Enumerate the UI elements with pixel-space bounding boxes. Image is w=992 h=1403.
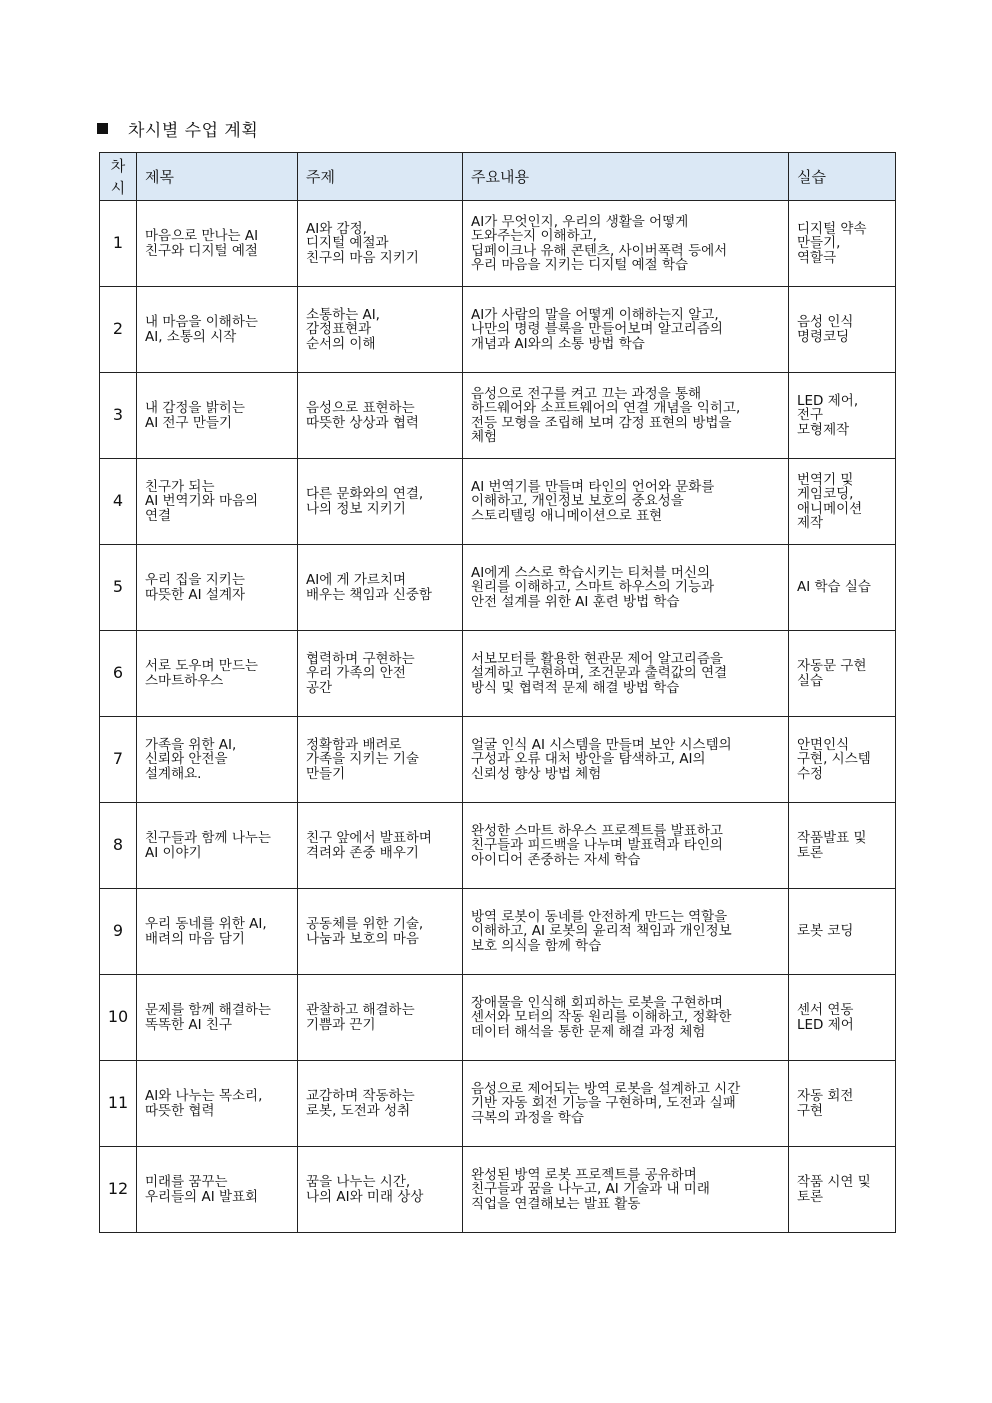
cell-content: 음성으로 제어되는 방역 로봇을 설계하고 시간 기반 자동 회전 기능을 구현하며, 도전과 실패 극복의 과정을 학습 bbox=[463, 1061, 789, 1147]
cell-content: AI에게 스스로 학습시키는 티처블 머신의 원리를 이해하고, 스마트 하우스의 기능과 안전 설계를 위한 AI 훈련 방법 학습 bbox=[463, 545, 789, 631]
cell-content: AI가 무엇인지, 우리의 생활을 어떻게 도와주는지 이해하고, 딥페이크나 유해 콘텐츠, 사이버폭력 등에서 우리 마음을 지키는 디지털 예절 학습 bbox=[463, 201, 789, 287]
cell-session: 6 bbox=[100, 631, 137, 717]
cell-session: 7 bbox=[100, 717, 137, 803]
cell-practice: LED 제어, 전구 모형제작 bbox=[789, 373, 896, 459]
cell-practice: 번역기 및 게임코딩, 애니메이션 제작 bbox=[789, 459, 896, 545]
header-content: 주요내용 bbox=[463, 153, 789, 201]
header-practice: 실습 bbox=[789, 153, 896, 201]
cell-content: 완성된 방역 로봇 프로젝트를 공유하며 친구들과 꿈을 나누고, AI 기술과 내 미래 직업을 연결해보는 발표 활동 bbox=[463, 1147, 789, 1233]
section-heading bbox=[97, 116, 258, 140]
table-row bbox=[100, 1061, 896, 1147]
cell-content: AI가 사람의 말을 어떻게 이해하는지 알고, 나만의 명령 블록을 만들어보며 알고리즘의 개념과 AI와의 소통 방법 학습 bbox=[463, 287, 789, 373]
table-row bbox=[100, 373, 896, 459]
cell-theme: 다른 문화와의 연결, 나의 정보 지키기 bbox=[298, 459, 463, 545]
cell-session: 10 bbox=[100, 975, 137, 1061]
cell-content: 방역 로봇이 동네를 안전하게 만드는 역할을 이해하고, AI 로봇의 윤리적 책임과 개인정보 보호 의식을 함께 학습 bbox=[463, 889, 789, 975]
cell-practice: 음성 인식 명령코딩 bbox=[789, 287, 896, 373]
table-row bbox=[100, 459, 896, 545]
cell-practice: AI 학습 실습 bbox=[789, 545, 896, 631]
cell-practice: 자동 회전 구현 bbox=[789, 1061, 896, 1147]
cell-theme: 관찰하고 해결하는 기쁨과 끈기 bbox=[298, 975, 463, 1061]
cell-content: 음성으로 전구를 켜고 끄는 과정을 통해 하드웨어와 소프트웨어의 연결 개념을 익히고, 전등 모형을 조립해 보며 감정 표현의 방법을 체험 bbox=[463, 373, 789, 459]
cell-theme: 정확함과 배려로 가족을 지키는 기술 만들기 bbox=[298, 717, 463, 803]
cell-practice: 작품발표 및 토론 bbox=[789, 803, 896, 889]
cell-content: 얼굴 인식 AI 시스템을 만들며 보안 시스템의 구성과 오류 대처 방안을 탐색하고, AI의 신뢰성 향상 방법 체험 bbox=[463, 717, 789, 803]
lesson-plan-table bbox=[99, 152, 896, 1233]
header-theme: 주제 bbox=[298, 153, 463, 201]
cell-title: 우리 동네를 위한 AI, 배려의 마음 담기 bbox=[137, 889, 298, 975]
table-row bbox=[100, 1147, 896, 1233]
cell-theme: 협력하며 구현하는 우리 가족의 안전 공간 bbox=[298, 631, 463, 717]
cell-practice: 센서 연동 LED 제어 bbox=[789, 975, 896, 1061]
cell-theme: 친구 앞에서 발표하며 격려와 존중 배우기 bbox=[298, 803, 463, 889]
cell-title: 우리 집을 지키는 따뜻한 AI 설계자 bbox=[137, 545, 298, 631]
cell-practice: 안면인식 구현, 시스템 수정 bbox=[789, 717, 896, 803]
cell-session: 3 bbox=[100, 373, 137, 459]
table-row bbox=[100, 631, 896, 717]
cell-practice: 작품 시연 및 토론 bbox=[789, 1147, 896, 1233]
cell-content: 완성한 스마트 하우스 프로젝트를 발표하고 친구들과 피드백을 나누며 발표력과 타인의 아이디어 존중하는 자세 학습 bbox=[463, 803, 789, 889]
table-row bbox=[100, 717, 896, 803]
cell-title: 친구들과 함께 나누는 AI 이야기 bbox=[137, 803, 298, 889]
cell-content: 서보모터를 활용한 현관문 제어 알고리즘을 설계하고 구현하며, 조건문과 출력값의 연결 방식 및 협력적 문제 해결 방법 학습 bbox=[463, 631, 789, 717]
cell-session: 11 bbox=[100, 1061, 137, 1147]
cell-title: 서로 도우며 만드는 스마트하우스 bbox=[137, 631, 298, 717]
cell-title: AI와 나누는 목소리, 따뜻한 협력 bbox=[137, 1061, 298, 1147]
cell-theme: 교감하며 작동하는 로봇, 도전과 성취 bbox=[298, 1061, 463, 1147]
cell-title: 가족을 위한 AI, 신뢰와 안전을 설계해요. bbox=[137, 717, 298, 803]
header-session: 차 시 bbox=[100, 153, 137, 201]
cell-session: 9 bbox=[100, 889, 137, 975]
table-header-row bbox=[100, 153, 896, 201]
cell-theme: 꿈을 나누는 시간, 나의 AI와 미래 상상 bbox=[298, 1147, 463, 1233]
section-title: 차시별 수업 계획 bbox=[128, 120, 259, 141]
table-row bbox=[100, 287, 896, 373]
table-row bbox=[100, 975, 896, 1061]
cell-session: 8 bbox=[100, 803, 137, 889]
cell-content: AI 번역기를 만들며 타인의 언어와 문화를 이해하고, 개인정보 보호의 중요성을 스토리텔링 애니메이션으로 표현 bbox=[463, 459, 789, 545]
cell-content: 장애물을 인식해 회피하는 로봇을 구현하며 센서와 모터의 작동 원리를 이해하고, 정확한 데이터 해석을 통한 문제 해결 과정 체험 bbox=[463, 975, 789, 1061]
cell-title: 내 마음을 이해하는 AI, 소통의 시작 bbox=[137, 287, 298, 373]
table-row bbox=[100, 889, 896, 975]
table-row bbox=[100, 545, 896, 631]
header-title: 제목 bbox=[137, 153, 298, 201]
cell-session: 4 bbox=[100, 459, 137, 545]
cell-session: 12 bbox=[100, 1147, 137, 1233]
cell-title: 내 감정을 밝히는 AI 전구 만들기 bbox=[137, 373, 298, 459]
cell-session: 2 bbox=[100, 287, 137, 373]
square-bullet-icon bbox=[97, 123, 108, 134]
cell-theme: 소통하는 AI, 감정표현과 순서의 이해 bbox=[298, 287, 463, 373]
table-row bbox=[100, 201, 896, 287]
cell-title: 친구가 되는 AI 번역기와 마음의 연결 bbox=[137, 459, 298, 545]
cell-theme: 음성으로 표현하는 따뜻한 상상과 협력 bbox=[298, 373, 463, 459]
cell-session: 1 bbox=[100, 201, 137, 287]
cell-title: 마음으로 만나는 AI 친구와 디지털 예절 bbox=[137, 201, 298, 287]
cell-practice: 로봇 코딩 bbox=[789, 889, 896, 975]
cell-theme: AI에 게 가르치며 배우는 책임과 신중함 bbox=[298, 545, 463, 631]
table-row bbox=[100, 803, 896, 889]
cell-theme: 공동체를 위한 기술, 나눔과 보호의 마음 bbox=[298, 889, 463, 975]
cell-session: 5 bbox=[100, 545, 137, 631]
cell-theme: AI와 감정, 디지털 예절과 친구의 마음 지키기 bbox=[298, 201, 463, 287]
cell-practice: 자동문 구현 실습 bbox=[789, 631, 896, 717]
cell-title: 문제를 함께 해결하는 똑똑한 AI 친구 bbox=[137, 975, 298, 1061]
cell-practice: 디지털 약속 만들기, 역할극 bbox=[789, 201, 896, 287]
cell-title: 미래를 꿈꾸는 우리들의 AI 발표회 bbox=[137, 1147, 298, 1233]
